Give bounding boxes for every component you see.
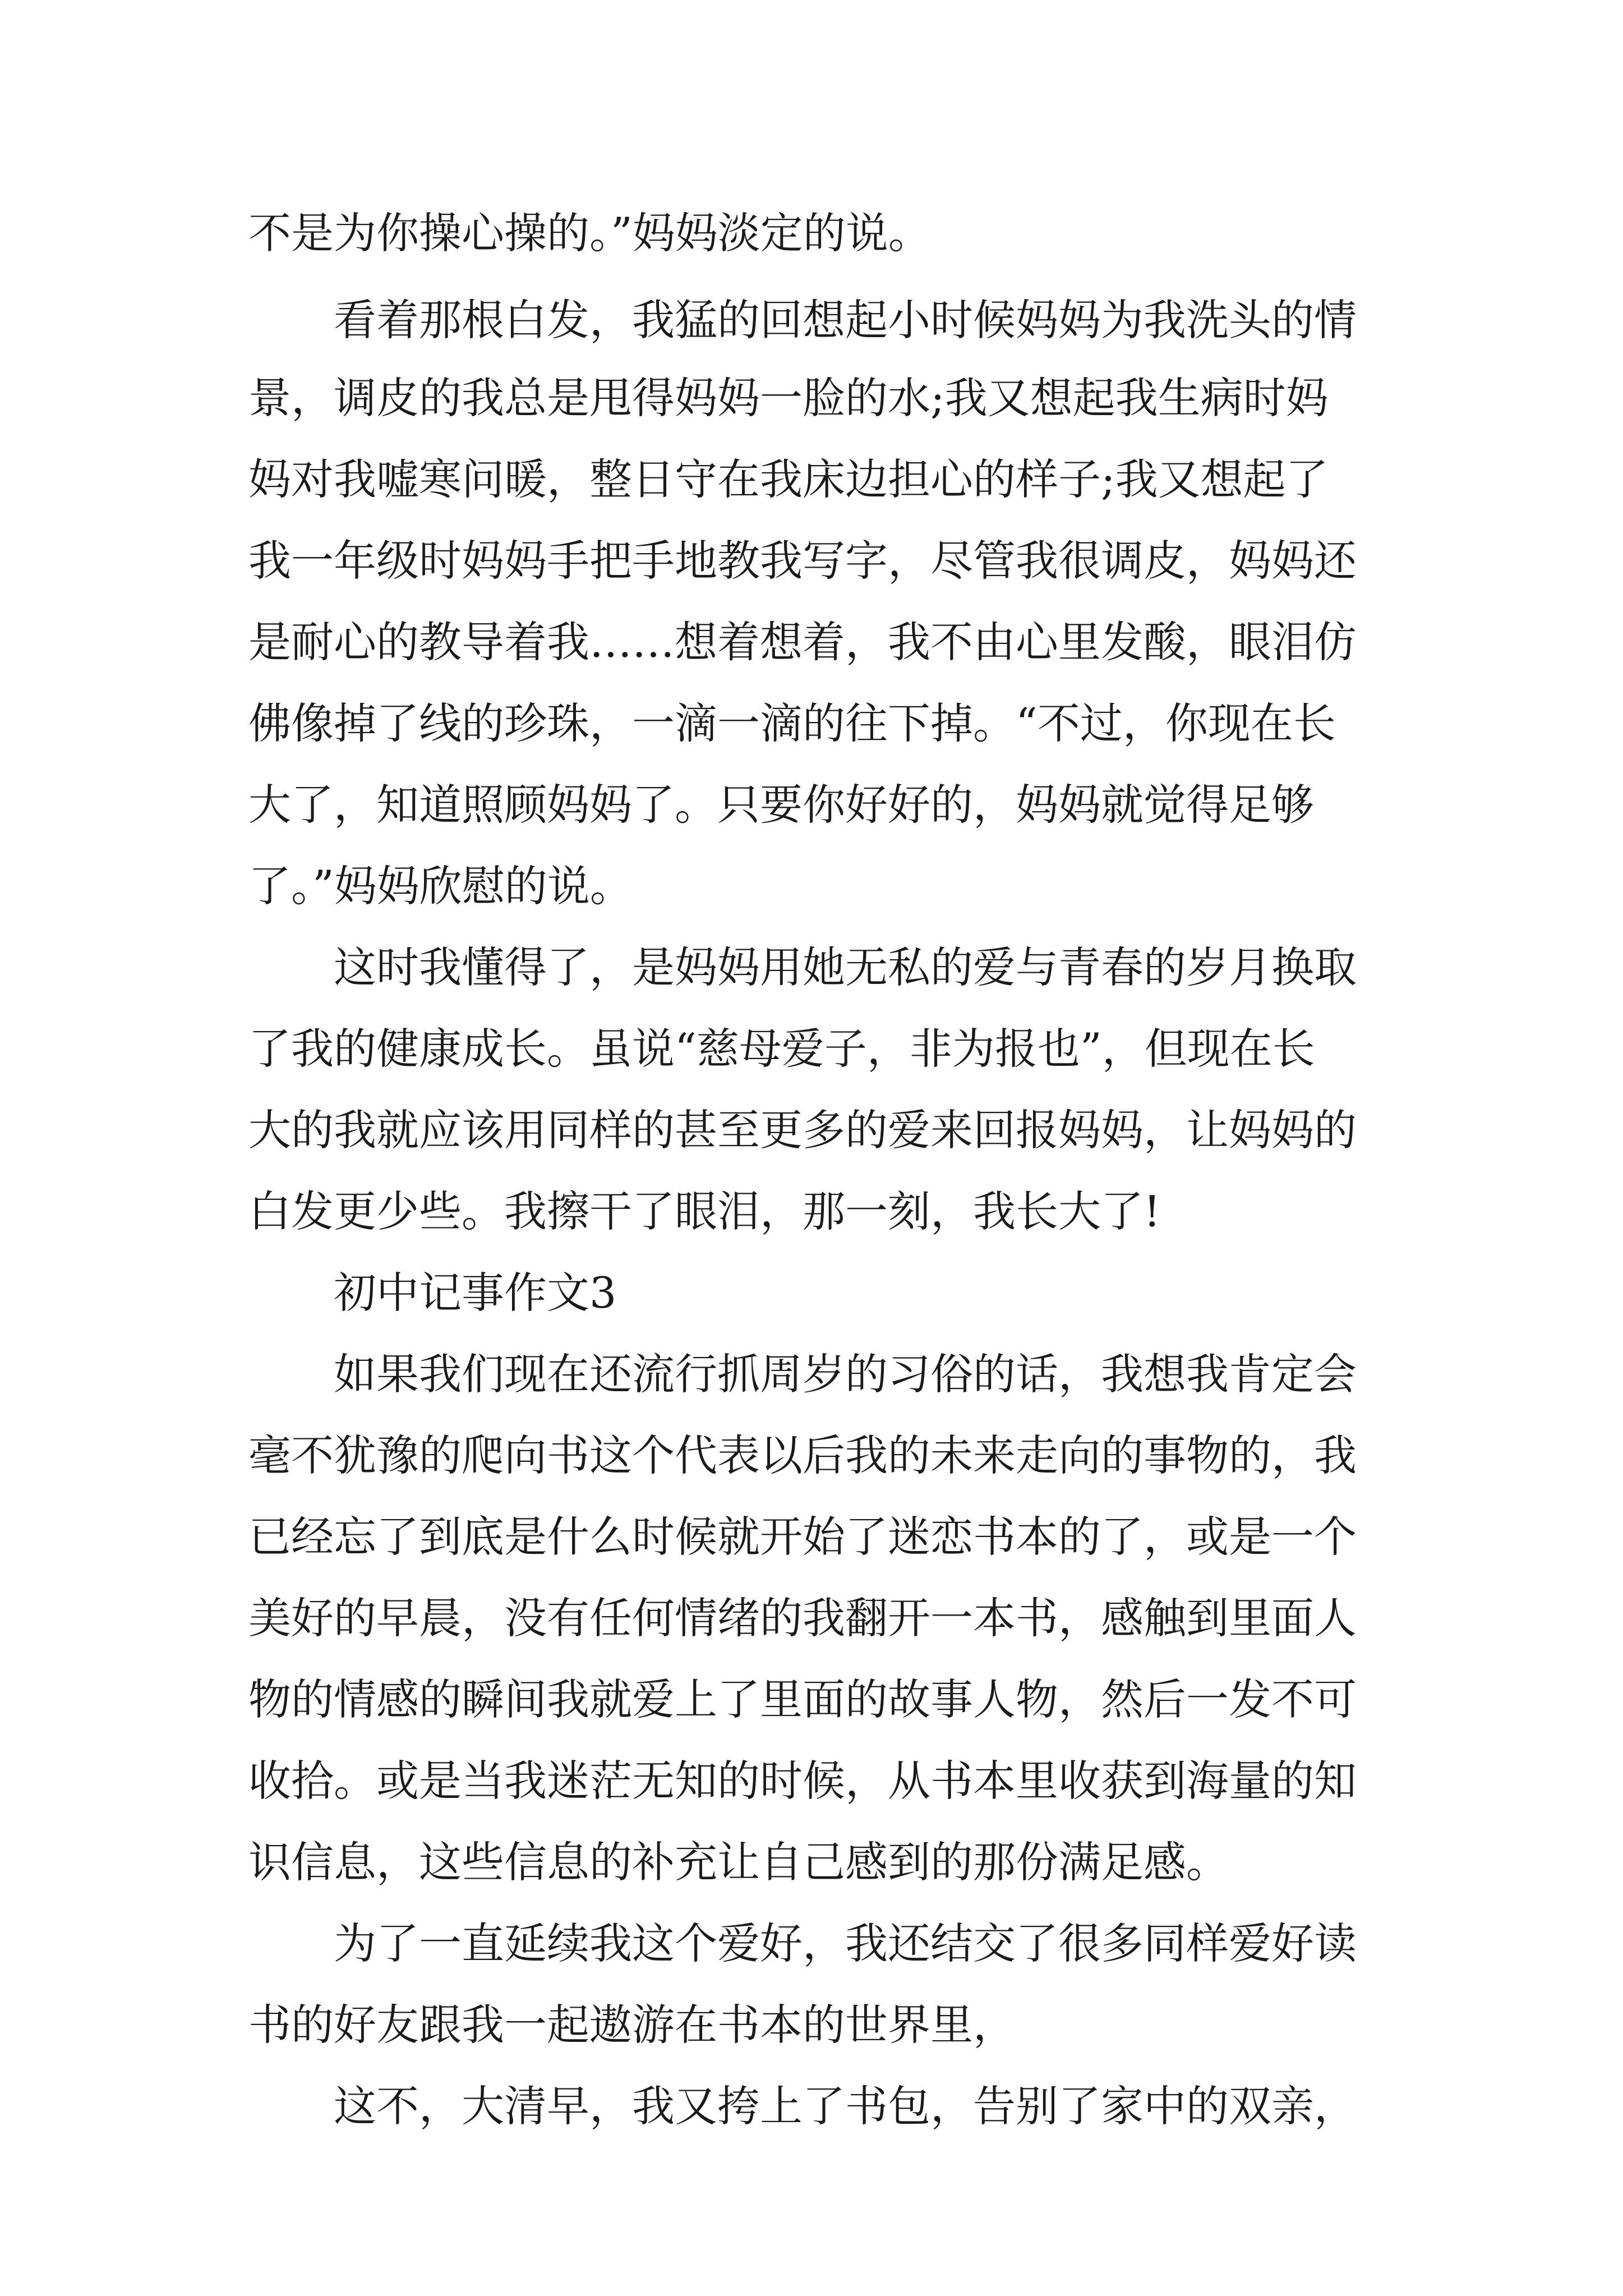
text-line: 为了一直延续我这个爱好，我还结交了很多同样爱好读 <box>334 1918 1357 1968</box>
text-line: 大了，知道照顾妈妈了。只要你好好的，妈妈就觉得足够 <box>248 780 1314 830</box>
text-line: 如果我们现在还流行抓周岁的习俗的话，我想我肯定会 <box>334 1349 1357 1399</box>
text-line: 识信息，这些信息的补充让自己感到的那份满足感。 <box>248 1837 1229 1887</box>
text-line: 了我的健康成长。虽说“慈母爱子，非为报也”，但现在长 <box>248 1024 1315 1074</box>
section-heading: 初中记事作文3 <box>334 1268 617 1318</box>
text-line: 毫不犹豫的爬向书这个代表以后我的未来走向的事物的，我 <box>248 1430 1357 1480</box>
text-line: 景，调皮的我总是甩得妈妈一脸的水;我又想起我生病时妈 <box>248 373 1329 423</box>
text-line: 白发更少些。我擦干了眼泪，那一刻，我长大了! <box>248 1186 1161 1236</box>
text-line: 书的好友跟我一起遨游在书本的世界里， <box>248 2000 1016 2050</box>
text-line: 我一年级时妈妈手把手地教我写字，尽管我很调皮，妈妈还 <box>248 536 1357 586</box>
text-line: 物的情感的瞬间我就爱上了里面的故事人物，然后一发不可 <box>248 1674 1357 1724</box>
text-line: 这时我懂得了，是妈妈用她无私的爱与青春的岁月换取 <box>334 942 1357 992</box>
text-line: 大的我就应该用同样的甚至更多的爱来回报妈妈，让妈妈的 <box>248 1105 1357 1155</box>
text-line: 佛像掉了线的珍珠，一滴一滴的往下掉。“不过，你现在长 <box>248 698 1336 748</box>
text-line: 妈对我嘘寒问暖，整日守在我床边担心的样子;我又想起了 <box>248 454 1329 504</box>
text-line: 看着那根白发，我猛的回想起小时候妈妈为我洗头的情 <box>334 295 1357 345</box>
text-line: 不是为你操心操的。”妈妈淡定的说。 <box>248 208 931 258</box>
text-line: 已经忘了到底是什么时候就开始了迷恋书本的了，或是一个 <box>248 1512 1357 1562</box>
text-line: 这不，大清早，我又挎上了书包，告别了家中的双亲， <box>334 2081 1357 2131</box>
text-line: 了。”妈妈欣慰的说。 <box>248 861 633 911</box>
text-line: 收拾。或是当我迷茫无知的时候，从书本里收获到海量的知 <box>248 1756 1357 1806</box>
text-line: 美好的早晨，没有任何情绪的我翻开一本书，感触到里面人 <box>248 1593 1357 1643</box>
text-line: 是耐心的教导着我……想着想着，我不由心里发酸，眼泪仿 <box>248 617 1357 667</box>
